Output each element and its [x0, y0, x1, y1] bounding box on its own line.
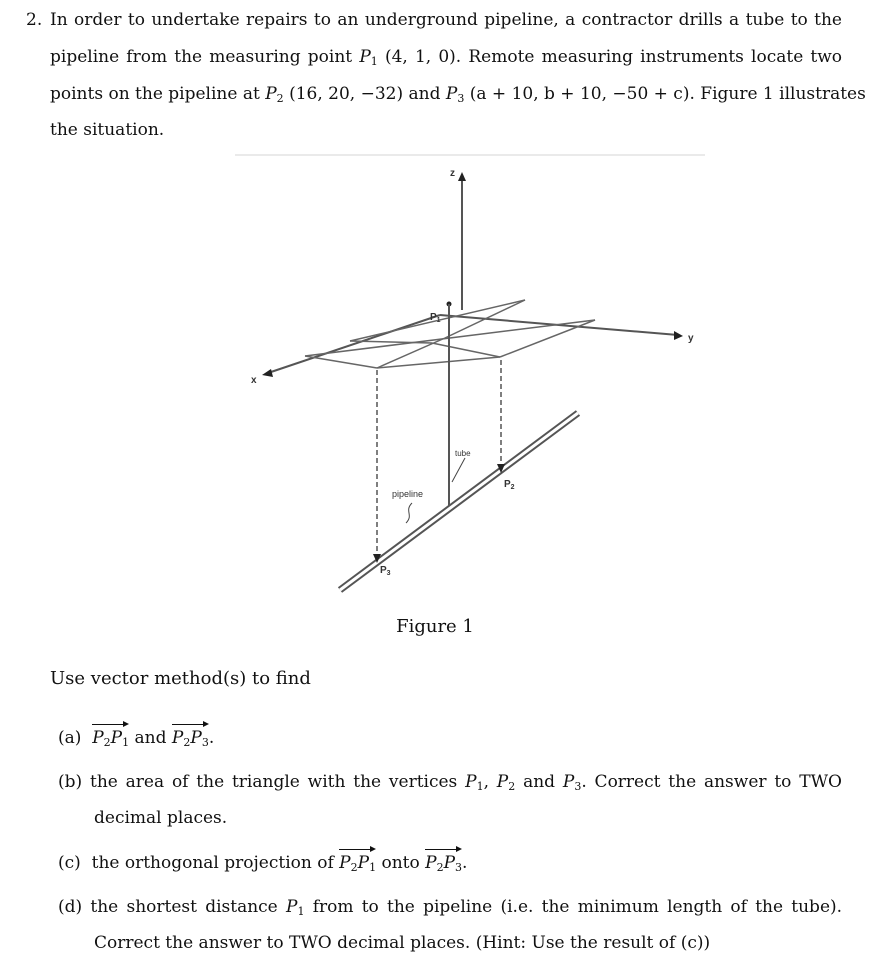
tube-label: tube: [455, 449, 471, 458]
z-axis-label: z: [450, 168, 455, 179]
pipeline-label: pipeline: [392, 489, 424, 499]
intro-line-4: the situation.: [50, 120, 165, 140]
part-d-line-2: Correct the answer to TWO decimal places. (Hint: Use the result of (c)): [94, 933, 711, 953]
part-b-line-1: (b) the area of the triangle with the vertices $P_1$, $P_2$ and $P_3$. Correct the answer to TWO: [58, 772, 842, 793]
vector-p2p3: $P_2P_3$: [171, 728, 209, 749]
p1-coordinates: (4, 1, 0): [384, 47, 456, 67]
tube-leader: [452, 458, 465, 482]
part-a: (a) $P_2P_1$ and $P_2P_3$.: [58, 728, 215, 749]
intro-line-1: In order to undertake repairs to an underground pipeline, a contractor drills a tube to the: [50, 10, 842, 30]
p3-label: $P_3$: [380, 565, 391, 577]
part-b-line-2: decimal places.: [94, 808, 228, 828]
x-axis-label: x: [251, 375, 257, 386]
p2-label: $P_2$: [504, 479, 515, 491]
intro-line-3: points on the pipeline at $P_2$ (16, 20, −32) and $P_3$ (a + 10, b + 10, −50 + c). Figure 1 illustrates: [50, 84, 866, 105]
p3-coordinates: (a + 10, b + 10, −50 + c): [469, 84, 690, 104]
y-axis-arrow: [674, 331, 683, 340]
vector-p2p1: $P_2P_1$: [92, 728, 130, 749]
x-axis-arrow: [262, 369, 273, 377]
vector-p2p3-c: $P_2P_3$: [425, 853, 463, 874]
pipeline: [340, 413, 578, 590]
instructions: Use vector method(s) to find: [50, 668, 311, 689]
part-d-line-1: (d) the shortest distance $P_1$ from to the pipeline (i.e. the minimum length of the tube).: [58, 897, 843, 918]
vector-p2p1-c: $P_2P_1$: [339, 853, 377, 874]
intro-line-2: pipeline from the measuring point $P_1$ (4, 1, 0). Remote measuring instruments locate two: [50, 47, 843, 68]
question-number: 2.: [26, 10, 43, 30]
p2-coordinates: (16, 20, −32): [289, 84, 404, 104]
pipeline-leader: [406, 503, 412, 523]
y-axis-label: y: [688, 333, 694, 344]
figure-caption: Figure 1: [396, 616, 474, 637]
p1-label: $P_1$: [430, 312, 441, 324]
part-c: (c) the orthogonal projection of $P_2P_1$ onto $P_2P_3$.: [58, 853, 468, 874]
z-axis-arrow: [458, 172, 466, 181]
